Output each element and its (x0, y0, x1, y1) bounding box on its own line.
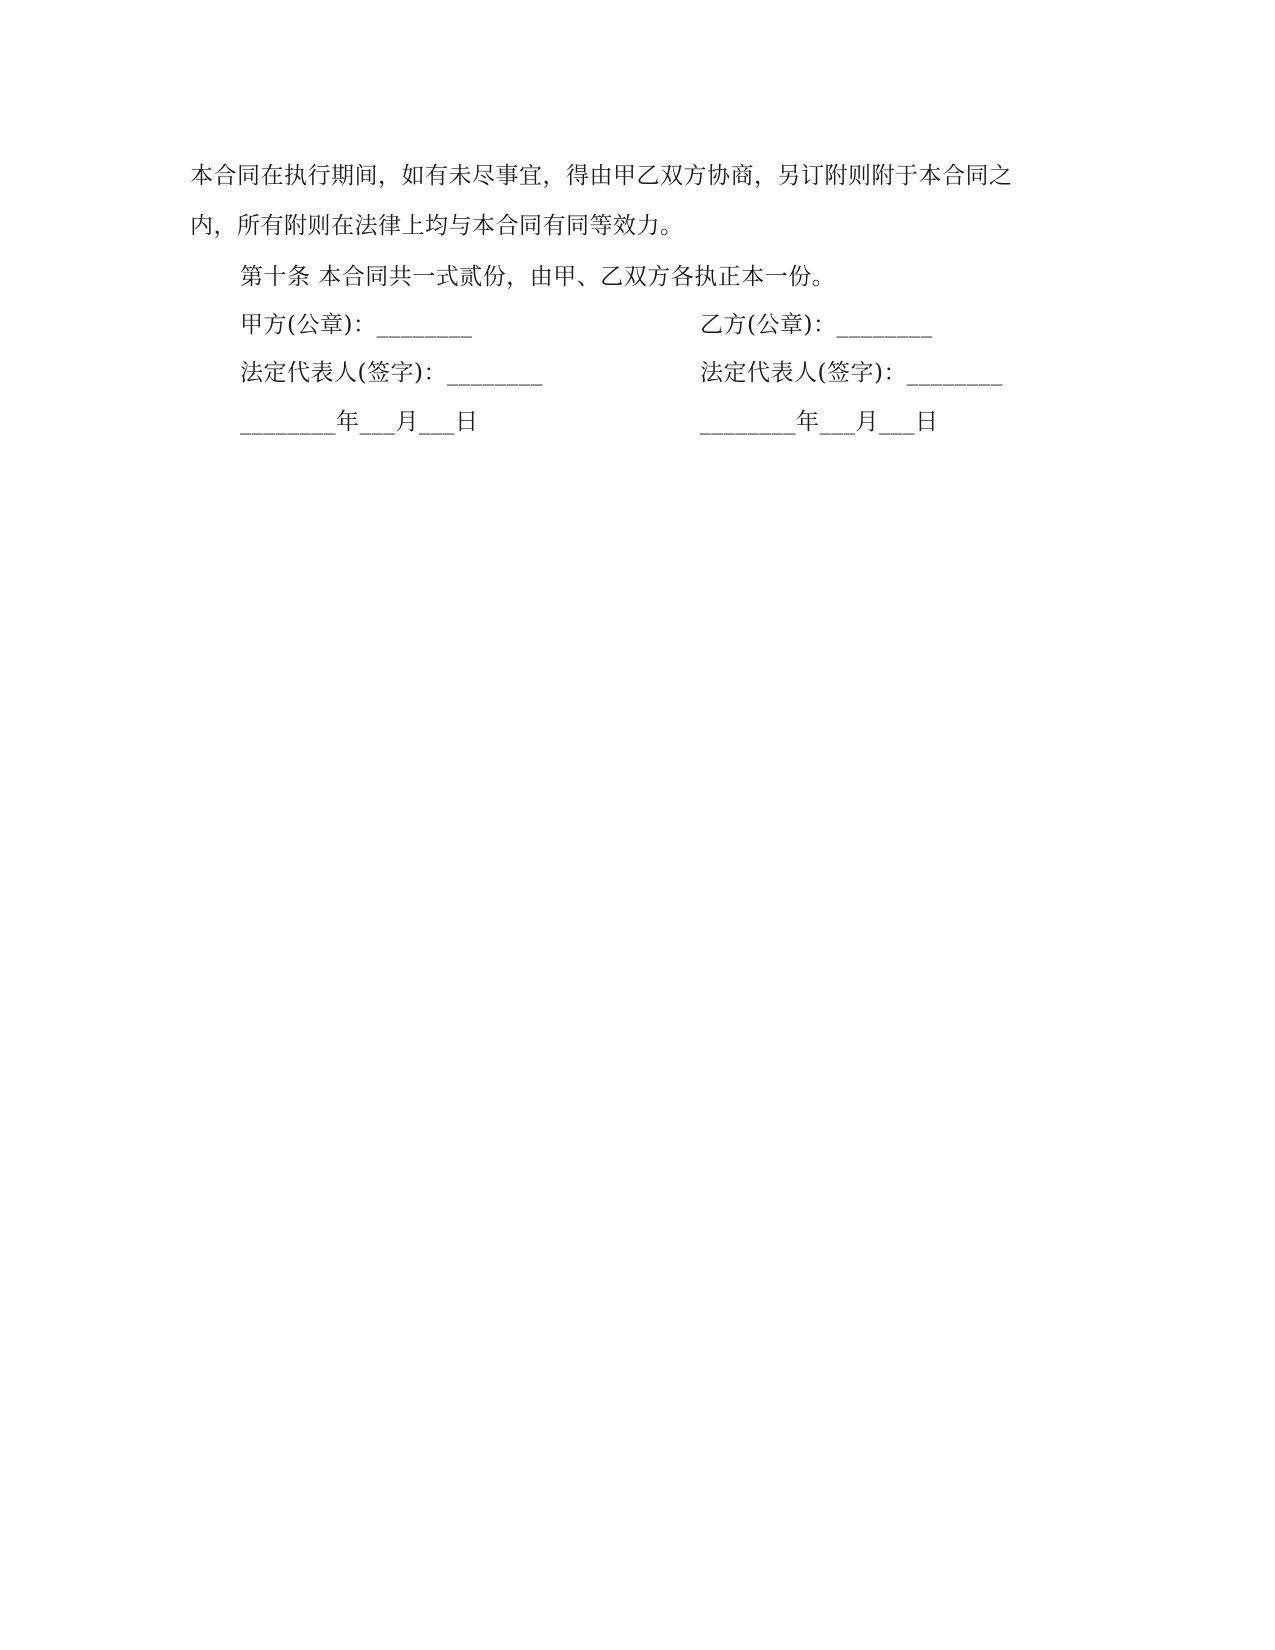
party-a-date-field: ________年___月___日 (240, 409, 479, 435)
party-b-date-field: ________年___月___日 (700, 409, 939, 435)
party-a-representative-field: 法定代表人(签字)：________ (240, 360, 543, 386)
article-ten-clause: 第十条 本合同共一式贰份，由甲、乙双方各执正本一份。 (240, 264, 836, 290)
party-a-seal-field: 甲方(公章)：________ (240, 312, 473, 338)
paragraph-line-1: 本合同在执行期间，如有未尽事宜，得由甲乙双方协商，另订附则附于本合同之 (190, 163, 1013, 189)
party-b-representative-field: 法定代表人(签字)：________ (700, 360, 1003, 386)
paragraph-line-2: 内，所有附则在法律上均与本合同有同等效力。 (190, 213, 684, 239)
party-b-seal-field: 乙方(公章)：________ (700, 312, 933, 338)
